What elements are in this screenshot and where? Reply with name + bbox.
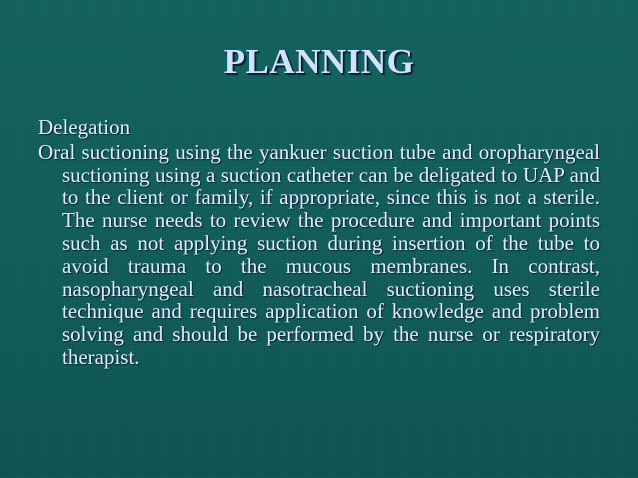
body-paragraph: Oral suctioning using the yankuer suction tube and oropharyngeal suctioning using a suction catheter can be deligated to UAP and to the client or family, if appropriate, since this is not a sterile. The nurse needs to review the procedure and important points such as not applying suction during insertion of the tube to avoid trauma to the mucous membranes. In contrast, nasopharyngeal and nasotracheal suctioning uses sterile technique and requires application of knowledge and problem solving and should be performed by the nurse or respiratory therapist. xyxy=(38,139,600,369)
section-heading: Delegation xyxy=(38,115,131,139)
slide-body xyxy=(38,116,600,369)
slide-title: PLANNING xyxy=(223,42,415,81)
